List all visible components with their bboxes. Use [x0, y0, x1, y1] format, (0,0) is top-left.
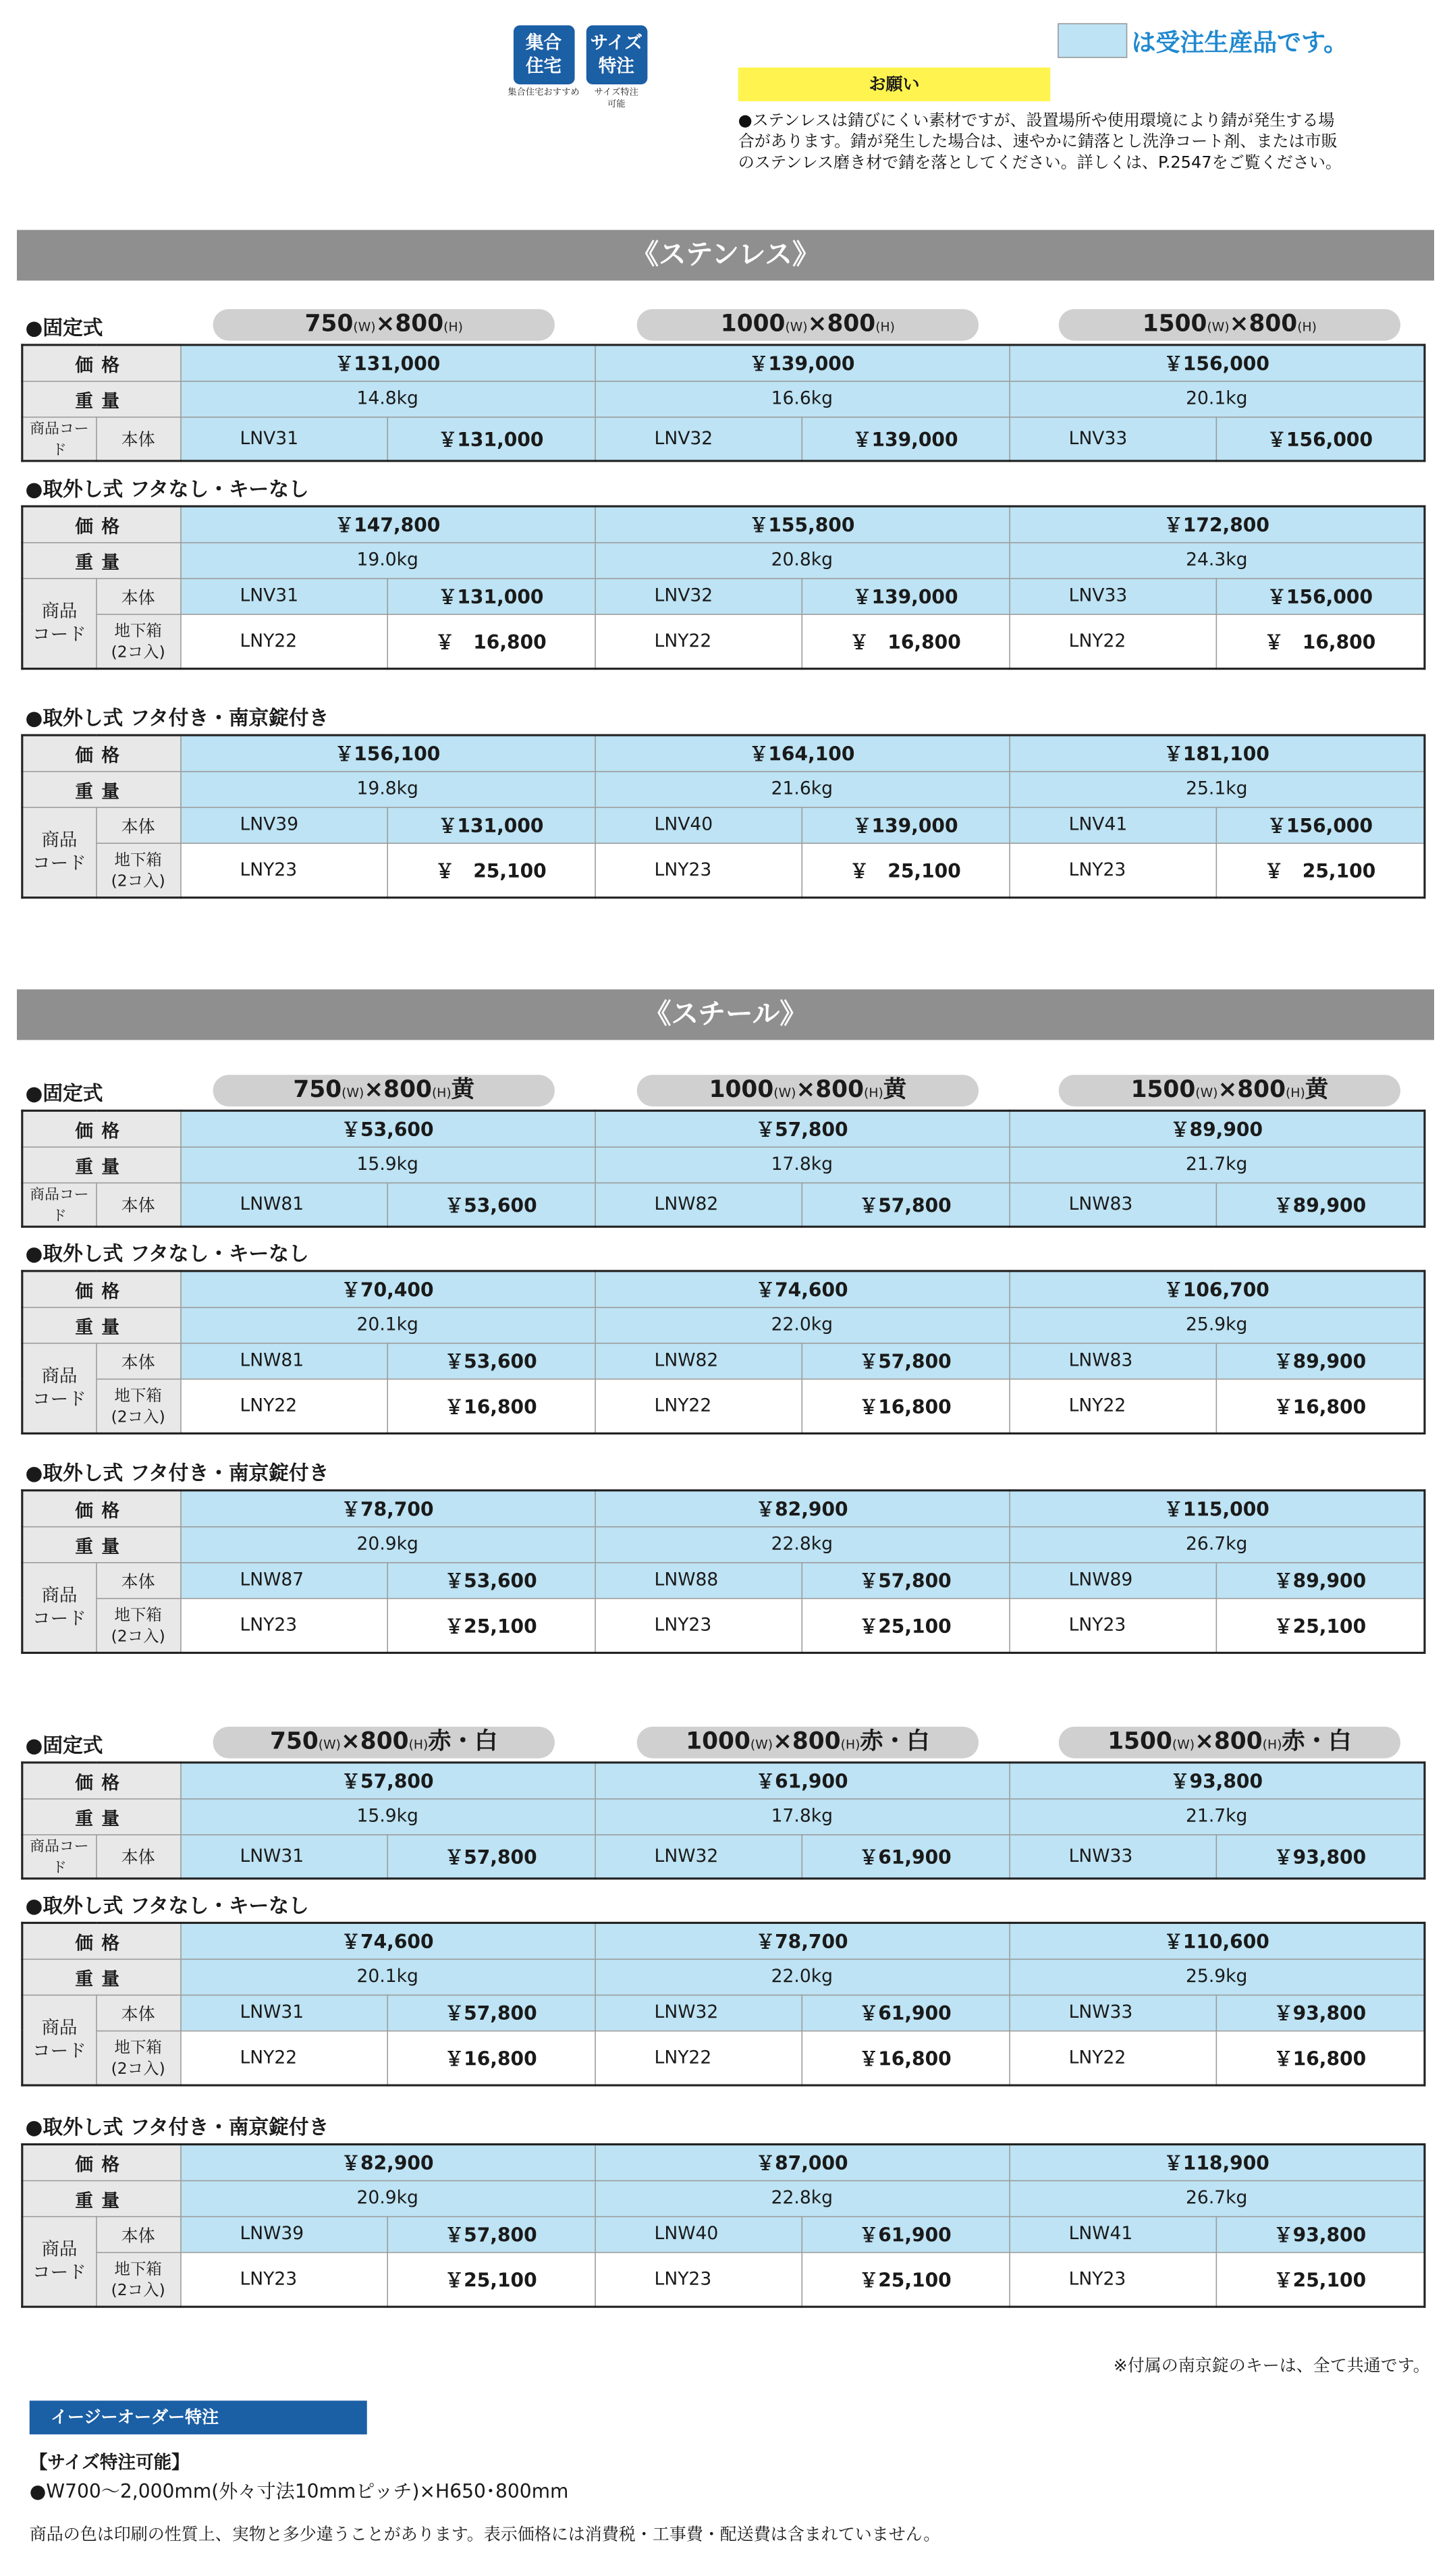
- body-label: 本体: [96, 2216, 180, 2252]
- spec-group: [21, 467, 1423, 670]
- body-price: ￥93,800: [1216, 1995, 1425, 2031]
- body-price: ￥57,800: [802, 1343, 1010, 1378]
- legend-swatch: [1058, 23, 1127, 58]
- body-code: LNV31: [180, 417, 387, 460]
- body-code: LNV39: [180, 807, 387, 842]
- body-price: ￥156,000: [1216, 578, 1425, 614]
- price-label: 価格: [22, 735, 180, 771]
- size-pill: 1000(W)×800(H)赤・白: [637, 1727, 979, 1759]
- box-code: LNY22: [595, 614, 801, 668]
- body-code-row: [22, 807, 1425, 842]
- body-code: LNW82: [595, 1343, 801, 1378]
- weight-label: 重量: [22, 1798, 180, 1834]
- size-pill: 750(W)×800(H): [213, 309, 555, 341]
- box-code-row: [22, 1598, 1425, 1653]
- body-label: 本体: [96, 1343, 180, 1378]
- box-price: ￥ 25,100: [1216, 842, 1425, 897]
- weight-cell: 26.7kg: [1009, 1526, 1425, 1562]
- box-code: LNY23: [180, 2252, 387, 2307]
- weight-cell: 20.1kg: [180, 1959, 595, 1995]
- size-pill: 1500(W)×800(H)赤・白: [1059, 1727, 1400, 1759]
- badge-caption: サイズ特注 可能: [594, 87, 638, 110]
- price-cell: ￥118,900: [1009, 2145, 1425, 2180]
- box-label: 地下箱 (2コ入): [96, 2031, 180, 2085]
- box-code: LNY23: [180, 1598, 387, 1653]
- weight-cell: 15.9kg: [180, 1798, 595, 1834]
- body-price: ￥53,600: [387, 1343, 595, 1378]
- box-code-row: [22, 2031, 1425, 2085]
- price-cell: ￥115,000: [1009, 1491, 1425, 1526]
- made-to-order-legend: [1058, 23, 1348, 58]
- key-note: ※付属の南京錠のキーは、全て共通です。: [1113, 2355, 1430, 2376]
- body-price: ￥139,000: [802, 578, 1010, 614]
- group-header: [21, 1232, 1423, 1270]
- weight-row: [22, 1146, 1425, 1182]
- box-price: ￥16,800: [387, 2031, 595, 2085]
- weight-row: [22, 1526, 1425, 1562]
- group-header: [21, 1884, 1423, 1922]
- group-header: [21, 306, 1423, 344]
- price-row: [22, 735, 1425, 771]
- weight-row: [22, 1307, 1425, 1343]
- price-cell: ￥53,600: [180, 1110, 595, 1146]
- price-cell: ￥70,400: [180, 1271, 595, 1307]
- body-code: LNV41: [1009, 807, 1215, 842]
- box-code: LNY22: [1009, 1378, 1215, 1433]
- body-price: ￥131,000: [387, 578, 595, 614]
- price-cell: ￥74,600: [595, 1271, 1009, 1307]
- body-price: ￥61,900: [802, 1995, 1010, 2031]
- body-code: LNW40: [595, 2216, 801, 2252]
- price-cell: ￥57,800: [180, 1763, 595, 1798]
- size-pill: 1500(W)×800(H): [1059, 309, 1400, 341]
- box-price: ￥16,800: [802, 1378, 1010, 1433]
- box-label: 地下箱 (2コ入): [96, 1378, 180, 1433]
- weight-cell: 20.9kg: [180, 1526, 595, 1562]
- box-code: LNY22: [180, 1378, 387, 1433]
- price-label: 価格: [22, 1763, 180, 1798]
- section-header-steel: 《スチール》: [17, 990, 1434, 1040]
- weight-cell: 14.8kg: [180, 381, 595, 417]
- size-pill: 1000(W)×800(H)黄: [637, 1075, 979, 1106]
- price-cell: ￥172,800: [1009, 506, 1425, 542]
- body-code-row: [22, 1562, 1425, 1598]
- weight-label: 重量: [22, 1959, 180, 1995]
- body-price: ￥57,800: [387, 2216, 595, 2252]
- group-header: [21, 696, 1423, 734]
- weight-cell: 26.7kg: [1009, 2180, 1425, 2216]
- spec-table: [21, 505, 1425, 670]
- custom-size-badge-icon: サイズ 特注: [586, 26, 647, 85]
- code-label: 商品 コード: [22, 1995, 96, 2085]
- price-cell: ￥78,700: [595, 1923, 1009, 1958]
- box-price: ￥ 16,800: [387, 614, 595, 668]
- body-price: ￥131,000: [387, 417, 595, 460]
- size-pill: 750(W)×800(H)黄: [213, 1075, 555, 1106]
- weight-cell: 25.9kg: [1009, 1959, 1425, 1995]
- price-cell: ￥181,100: [1009, 735, 1425, 771]
- weight-label: 重量: [22, 1526, 180, 1562]
- body-code: LNW81: [180, 1343, 387, 1378]
- body-code: LNW33: [1009, 1834, 1215, 1878]
- body-price: ￥89,900: [1216, 1562, 1425, 1598]
- body-code: LNW82: [595, 1183, 801, 1227]
- body-code: LNV32: [595, 417, 801, 460]
- box-price: ￥25,100: [802, 2252, 1010, 2307]
- body-price: ￥131,000: [387, 807, 595, 842]
- price-cell: ￥89,900: [1009, 1110, 1425, 1146]
- body-code: LNW31: [180, 1995, 387, 2031]
- weight-row: [22, 2180, 1425, 2216]
- body-code: LNW31: [180, 1834, 387, 1878]
- box-price: ￥25,100: [387, 2252, 595, 2307]
- price-row: [22, 345, 1425, 381]
- group-header: [21, 1072, 1423, 1110]
- body-code: LNW83: [1009, 1343, 1215, 1378]
- disclaimer: 商品の色は印刷の性質上、実物と多少違うことがあります。表示価格には消費税・工事費・配送費は含まれていません。: [29, 2524, 941, 2544]
- group-header: [21, 467, 1423, 505]
- apartment-badge-icon: 集合 住宅: [513, 26, 574, 85]
- body-code: LNV31: [180, 578, 387, 614]
- weight-row: [22, 771, 1425, 807]
- body-label: 本体: [96, 1183, 180, 1227]
- weight-label: 重量: [22, 2180, 180, 2216]
- box-label: 地下箱 (2コ入): [96, 842, 180, 897]
- group-header: [21, 1723, 1423, 1761]
- spec-group: [21, 1072, 1423, 1227]
- body-label: 本体: [96, 1995, 180, 2031]
- body-code-row: [22, 578, 1425, 614]
- box-code-row: [22, 842, 1425, 897]
- body-label: 本体: [96, 1562, 180, 1598]
- badge-apartment: [508, 26, 580, 111]
- price-row: [22, 1923, 1425, 1958]
- group-title: ●取外し式 フタなし・キーなし: [25, 477, 309, 502]
- weight-cell: 19.8kg: [180, 771, 595, 807]
- body-price: ￥93,800: [1216, 1834, 1425, 1878]
- box-code: LNY22: [1009, 2031, 1215, 2085]
- body-code: LNW41: [1009, 2216, 1215, 2252]
- price-cell: ￥57,800: [595, 1110, 1009, 1146]
- badge-caption: 集合住宅おすすめ: [508, 87, 580, 99]
- box-code: LNY22: [180, 614, 387, 668]
- code-label: 商品コード: [22, 1183, 96, 1227]
- group-header: [21, 1451, 1423, 1489]
- price-row: [22, 1763, 1425, 1798]
- weight-cell: 17.8kg: [595, 1798, 1009, 1834]
- box-code-row: [22, 1378, 1425, 1433]
- price-label: 価格: [22, 1271, 180, 1307]
- box-label: 地下箱 (2コ入): [96, 1598, 180, 1653]
- box-price: ￥16,800: [802, 2031, 1010, 2085]
- group-header: [21, 2105, 1423, 2143]
- section-header-stainless: 《ステンレス》: [17, 230, 1434, 281]
- weight-label: 重量: [22, 1307, 180, 1343]
- spec-table: [21, 1489, 1425, 1654]
- body-code-row: [22, 417, 1425, 460]
- price-label: 価格: [22, 506, 180, 542]
- weight-cell: 22.0kg: [595, 1307, 1009, 1343]
- spec-group: [21, 1232, 1423, 1434]
- weight-cell: 17.8kg: [595, 1146, 1009, 1182]
- body-price: ￥139,000: [802, 417, 1010, 460]
- spec-table: [21, 1270, 1425, 1434]
- price-cell: ￥155,800: [595, 506, 1009, 542]
- weight-cell: 21.7kg: [1009, 1146, 1425, 1182]
- group-title: ●取外し式 フタ付き・南京錠付き: [25, 706, 329, 730]
- price-row: [22, 2145, 1425, 2180]
- code-label: 商品 コード: [22, 578, 96, 668]
- box-price: ￥16,800: [387, 1378, 595, 1433]
- price-cell: ￥131,000: [180, 345, 595, 381]
- body-price: ￥57,800: [802, 1183, 1010, 1227]
- price-label: 価格: [22, 345, 180, 381]
- weight-cell: 21.7kg: [1009, 1798, 1425, 1834]
- body-label: 本体: [96, 807, 180, 842]
- body-price: ￥57,800: [387, 1995, 595, 2031]
- box-label: 地下箱 (2コ入): [96, 614, 180, 668]
- easy-order-label: イージーオーダー特注: [30, 2400, 367, 2434]
- price-cell: ￥156,100: [180, 735, 595, 771]
- price-cell: ￥82,900: [595, 1491, 1009, 1526]
- box-code: LNY22: [1009, 614, 1215, 668]
- box-code: LNY23: [595, 842, 801, 897]
- box-price: ￥ 25,100: [387, 842, 595, 897]
- box-code: LNY23: [1009, 2252, 1215, 2307]
- body-price: ￥53,600: [387, 1183, 595, 1227]
- body-price: ￥53,600: [387, 1562, 595, 1598]
- code-label: 商品 コード: [22, 2216, 96, 2307]
- body-price: ￥156,000: [1216, 807, 1425, 842]
- weight-cell: 15.9kg: [180, 1146, 595, 1182]
- body-price: ￥139,000: [802, 807, 1010, 842]
- body-price: ￥57,800: [802, 1562, 1010, 1598]
- price-cell: ￥74,600: [180, 1923, 595, 1958]
- weight-cell: 20.8kg: [595, 542, 1009, 578]
- badge-custom-size: [584, 26, 649, 111]
- box-code: LNY23: [180, 842, 387, 897]
- size-custom-heading: 【サイズ特注可能】: [29, 2452, 190, 2474]
- body-code: LNW81: [180, 1183, 387, 1227]
- price-cell: ￥147,800: [180, 506, 595, 542]
- price-label: 価格: [22, 1110, 180, 1146]
- weight-row: [22, 1798, 1425, 1834]
- price-cell: ￥156,000: [1009, 345, 1425, 381]
- price-cell: ￥106,700: [1009, 1271, 1425, 1307]
- size-custom-spec: ●W700〜2,000mm(外々寸法10mmピッチ)×H650･800mm: [29, 2481, 569, 2503]
- badge-group: [508, 26, 649, 111]
- body-code-row: [22, 2216, 1425, 2252]
- weight-cell: 20.1kg: [180, 1307, 595, 1343]
- weight-label: 重量: [22, 771, 180, 807]
- body-code: LNW32: [595, 1834, 801, 1878]
- weight-row: [22, 381, 1425, 417]
- box-price: ￥16,800: [1216, 1378, 1425, 1433]
- spec-table: [21, 344, 1425, 461]
- box-code-row: [22, 614, 1425, 668]
- spec-table: [21, 1110, 1425, 1227]
- price-label: 価格: [22, 1923, 180, 1958]
- box-price: ￥25,100: [1216, 2252, 1425, 2307]
- spec-table: [21, 1922, 1425, 2087]
- code-label: 商品 コード: [22, 1562, 96, 1653]
- spec-group: [21, 696, 1423, 898]
- group-title: ●取外し式 フタなし・キーなし: [25, 1242, 309, 1266]
- body-label: 本体: [96, 417, 180, 460]
- price-cell: ￥139,000: [595, 345, 1009, 381]
- legend-text: は受注生産品です。: [1131, 29, 1348, 57]
- code-label: 商品 コード: [22, 1343, 96, 1433]
- spec-group: [21, 2105, 1423, 2308]
- price-row: [22, 1271, 1425, 1307]
- weight-row: [22, 542, 1425, 578]
- group-title: ●固定式: [25, 1082, 103, 1106]
- notice-title: お願い: [738, 68, 1051, 101]
- weight-label: 重量: [22, 542, 180, 578]
- box-price: ￥ 16,800: [1216, 614, 1425, 668]
- body-code: LNV32: [595, 578, 801, 614]
- group-title: ●取外し式 フタなし・キーなし: [25, 1894, 309, 1918]
- body-code: LNW88: [595, 1562, 801, 1598]
- body-price: ￥57,800: [387, 1834, 595, 1878]
- weight-label: 重量: [22, 1146, 180, 1182]
- spec-table: [21, 2143, 1425, 2308]
- weight-cell: 22.8kg: [595, 1526, 1009, 1562]
- body-code: LNW89: [1009, 1562, 1215, 1598]
- box-price: ￥25,100: [387, 1598, 595, 1653]
- spec-table: [21, 1761, 1425, 1879]
- price-row: [22, 1110, 1425, 1146]
- group-title: ●固定式: [25, 316, 103, 340]
- body-code: LNV40: [595, 807, 801, 842]
- price-cell: ￥87,000: [595, 2145, 1009, 2180]
- body-price: ￥89,900: [1216, 1183, 1425, 1227]
- body-price: ￥61,900: [802, 1834, 1010, 1878]
- price-cell: ￥93,800: [1009, 1763, 1425, 1798]
- weight-cell: 20.9kg: [180, 2180, 595, 2216]
- box-label: 地下箱 (2コ入): [96, 2252, 180, 2307]
- price-row: [22, 506, 1425, 542]
- box-price: ￥25,100: [802, 1598, 1010, 1653]
- price-cell: ￥78,700: [180, 1491, 595, 1526]
- notice-text: ●ステンレスは錆びにくい素材ですが、設置場所や使用環境により錆が発生する場 合があります。錆が発生した場合は、速やかに錆落とし洗浄コート剤、または市販 のステンレス磨き材で錆を落としてください。詳しくは、P.2547をご覧ください。: [738, 111, 1342, 172]
- weight-cell: 16.6kg: [595, 381, 1009, 417]
- size-pill: 1000(W)×800(H): [637, 309, 979, 341]
- code-label: 商品 コード: [22, 807, 96, 897]
- box-price: ￥25,100: [1216, 1598, 1425, 1653]
- box-code: LNY22: [595, 2031, 801, 2085]
- price-cell: ￥110,600: [1009, 1923, 1425, 1958]
- body-code-row: [22, 1183, 1425, 1227]
- size-pill: 750(W)×800(H)赤・白: [213, 1727, 555, 1759]
- body-code-row: [22, 1343, 1425, 1378]
- spec-group: [21, 1451, 1423, 1654]
- box-code: LNY23: [595, 2252, 801, 2307]
- body-price: ￥89,900: [1216, 1343, 1425, 1378]
- box-code: LNY22: [180, 2031, 387, 2085]
- body-price: ￥61,900: [802, 2216, 1010, 2252]
- weight-cell: 19.0kg: [180, 542, 595, 578]
- spec-group: [21, 1884, 1423, 2087]
- box-price: ￥ 25,100: [802, 842, 1010, 897]
- weight-cell: 25.1kg: [1009, 771, 1425, 807]
- price-cell: ￥61,900: [595, 1763, 1009, 1798]
- body-price: ￥156,000: [1216, 417, 1425, 460]
- weight-label: 重量: [22, 381, 180, 417]
- box-code: LNY23: [1009, 842, 1215, 897]
- box-code-row: [22, 2252, 1425, 2307]
- weight-cell: 24.3kg: [1009, 542, 1425, 578]
- box-price: ￥16,800: [1216, 2031, 1425, 2085]
- weight-cell: 22.0kg: [595, 1959, 1009, 1995]
- body-code: LNW32: [595, 1995, 801, 2031]
- weight-cell: 25.9kg: [1009, 1307, 1425, 1343]
- group-title: ●固定式: [25, 1734, 103, 1758]
- body-code: LNW87: [180, 1562, 387, 1598]
- body-code-row: [22, 1834, 1425, 1878]
- box-code: LNY23: [595, 1598, 801, 1653]
- group-title: ●取外し式 フタ付き・南京錠付き: [25, 1461, 329, 1485]
- group-title: ●取外し式 フタ付き・南京錠付き: [25, 2116, 329, 2139]
- price-cell: ￥82,900: [180, 2145, 595, 2180]
- box-code: LNY22: [595, 1378, 801, 1433]
- price-cell: ￥164,100: [595, 735, 1009, 771]
- spec-table: [21, 734, 1425, 899]
- code-label: 商品コード: [22, 417, 96, 460]
- price-row: [22, 1491, 1425, 1526]
- spec-group: [21, 306, 1423, 461]
- price-label: 価格: [22, 2145, 180, 2180]
- box-code: LNY23: [1009, 1598, 1215, 1653]
- body-code: LNW83: [1009, 1183, 1215, 1227]
- box-price: ￥ 16,800: [802, 614, 1010, 668]
- body-price: ￥93,800: [1216, 2216, 1425, 2252]
- body-label: 本体: [96, 1834, 180, 1878]
- price-label: 価格: [22, 1491, 180, 1526]
- weight-row: [22, 1959, 1425, 1995]
- size-pill: 1500(W)×800(H)黄: [1059, 1075, 1400, 1106]
- weight-cell: 20.1kg: [1009, 381, 1425, 417]
- body-code-row: [22, 1995, 1425, 2031]
- body-code: LNW39: [180, 2216, 387, 2252]
- code-label: 商品コード: [22, 1834, 96, 1878]
- body-code: LNV33: [1009, 417, 1215, 460]
- body-code: LNW33: [1009, 1995, 1215, 2031]
- spec-group: [21, 1723, 1423, 1879]
- body-code: LNV33: [1009, 578, 1215, 614]
- body-label: 本体: [96, 578, 180, 614]
- weight-cell: 21.6kg: [595, 771, 1009, 807]
- weight-cell: 22.8kg: [595, 2180, 1009, 2216]
